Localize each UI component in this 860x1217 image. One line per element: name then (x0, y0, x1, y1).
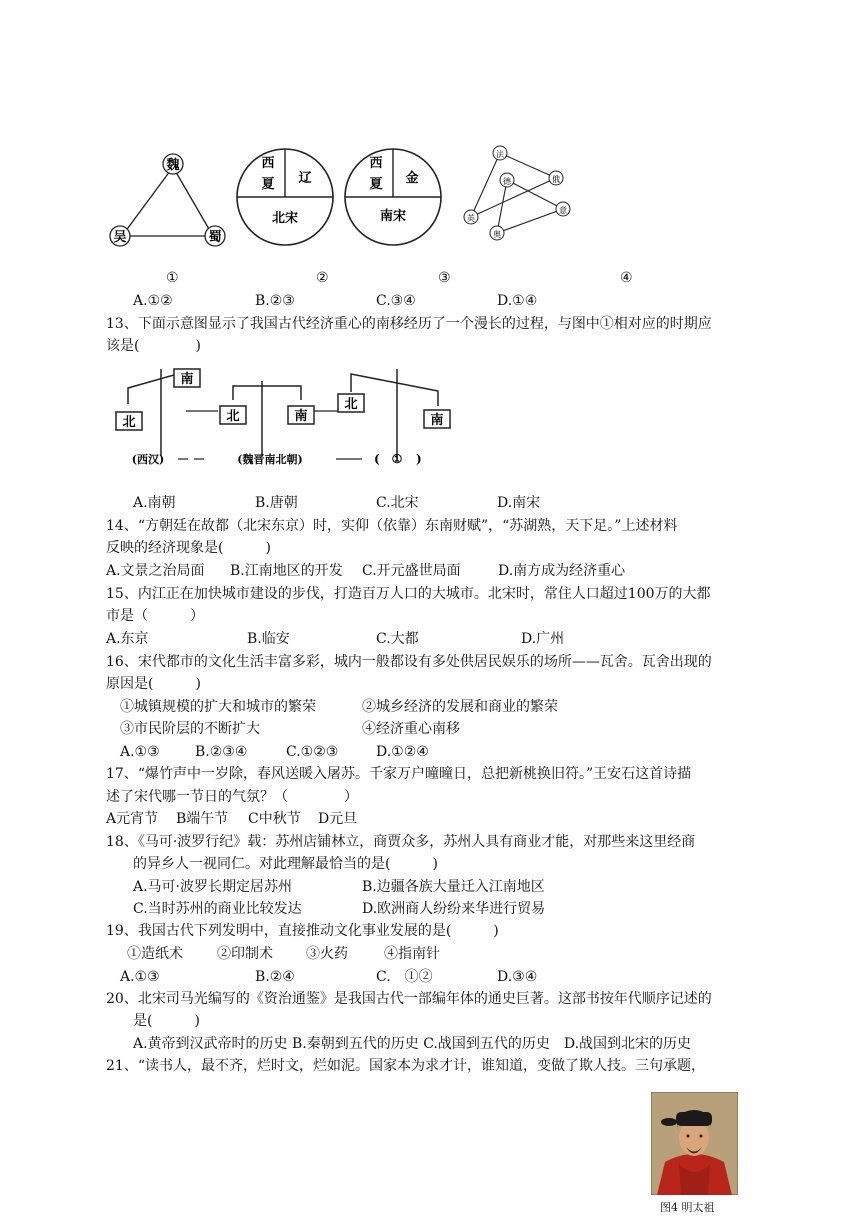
q19-item-1: ①造纸术 (127, 946, 183, 962)
svg-text:夏: 夏 (369, 177, 383, 192)
fig-label-3: ③ (438, 270, 451, 286)
portrait-caption: 图4 明太祖 (660, 1201, 715, 1214)
q19-option-c: C. ①② (376, 969, 433, 985)
fig-label-4: ④ (620, 270, 633, 286)
q15-option-c: C.大都 (376, 631, 419, 647)
q16-item-4: ④经济重心南移 (362, 721, 460, 737)
svg-text:奥: 奥 (493, 230, 501, 239)
q17-option-b: B端午节 (176, 811, 229, 827)
q16-item-2: ②城乡经济的发展和商业的繁荣 (362, 699, 558, 715)
q14-text-1: 14、“方朝廷在故都（北宋东京）时，实仰（依靠）东南财赋”，“苏湖熟，天下足。”上述材料 (106, 518, 678, 534)
q14-option-c: C.开元盛世局面 (362, 563, 461, 579)
q17-option-c: C中秋节 (248, 811, 301, 827)
q16-option-a: A.①③ (120, 744, 160, 760)
q18-text-2: 的异乡人一视同仁。对此理解最恰当的是( ) (133, 856, 438, 872)
svg-text:夏: 夏 (261, 177, 275, 192)
svg-text:法: 法 (496, 150, 504, 159)
svg-text:英: 英 (467, 214, 475, 223)
ming-taizu-portrait (651, 1092, 738, 1195)
q15-option-d: D.广州 (521, 631, 565, 647)
xixia-label-2: 西 (369, 156, 383, 171)
q12-option-b: B.②③ (255, 293, 295, 309)
node-wu: 吴 (113, 230, 127, 245)
southern-song-circle (345, 149, 441, 245)
q18-option-d: D.欧洲商人纷纷来华进行贸易 (362, 901, 546, 917)
q12-option-a: A.①② (133, 293, 173, 309)
svg-text:意: 意 (559, 206, 567, 215)
q19-option-a: A.①③ (120, 969, 160, 985)
period-western-han: (西汉) (131, 453, 165, 466)
economic-shift-diagram (108, 366, 458, 478)
q14-option-d: D.南方成为经济重心 (498, 563, 626, 579)
svg-text:(: ( (374, 452, 380, 466)
q13-text-2: 该是( ) (106, 338, 201, 354)
q13-option-d: D.南宋 (497, 495, 541, 511)
svg-text:俄: 俄 (552, 175, 560, 184)
svg-text:南: 南 (180, 372, 194, 387)
q16-text-2: 原因是( ) (106, 676, 201, 692)
q13-text-1: 13、下面示意图显示了我国古代经济重心的南移经历了一个漫长的过程，与图中①相对应的时期应 (106, 316, 712, 332)
q13-option-b: B.唐朝 (255, 495, 298, 511)
q20-options: A.黄帝到汉武帝时的历史 B.秦朝到五代的历史 C.战国到五代的历史 D.战国到北宋的历史 (133, 1036, 692, 1052)
fig-label-2: ② (316, 270, 329, 286)
q12-option-c: C.③④ (376, 293, 416, 309)
q19-option-b: B.②④ (255, 969, 295, 985)
q19-option-d: D.③④ (497, 969, 538, 985)
q15-text-1: 15、内江正在加快城市建设的步伐，打造百万人口的大城市。北宋时，常住人口超过100万的大都 (106, 586, 711, 602)
q16-item-3: ③市民阶层的不断扩大 (120, 721, 260, 737)
fig-label-1: ① (166, 270, 179, 286)
svg-text:): ) (416, 452, 422, 466)
q17-text-1: 17、“爆竹声中一岁除，春风送暖入屠苏。千家万户曈曈日，总把新桃换旧符。”王安石这首诗描 (106, 766, 692, 782)
q16-item-1: ①城镇规模的扩大和城市的繁荣 (120, 699, 316, 715)
q19-item-4: ④指南针 (384, 946, 440, 962)
beisong-label: 北宋 (271, 211, 299, 226)
period-blank: ① (391, 452, 403, 466)
q19-item-2: ②印制术 (217, 946, 273, 962)
svg-text:德: 德 (503, 177, 511, 186)
q19-text-1: 19、我国古代下列发明中，直接推动文化事业发展的是( ) (106, 923, 499, 939)
svg-text:北: 北 (344, 397, 358, 412)
q13-option-c: C.北宋 (376, 495, 419, 511)
q18-text-1: 18、《马可·波罗行纪》载：苏州店铺林立，商贾众多，苏州人具有商业才能，对那些来这里经商 (106, 834, 696, 850)
jin-label: 金 (405, 171, 419, 186)
nansong-label: 南宋 (379, 209, 407, 224)
q14-option-a: A.文景之治局面 (106, 563, 205, 579)
q16-option-c: C.①②③ (286, 744, 339, 760)
svg-text:北: 北 (122, 415, 136, 430)
period-weijin: (魏晋南北朝) (237, 453, 303, 466)
svg-text:南: 南 (430, 413, 444, 428)
q17-text-2: 述了宋代哪一节日的气氛？（ ） (106, 789, 358, 805)
liao-label: 辽 (298, 171, 312, 186)
q16-text-1: 16、宋代都市的文化生活丰富多彩，城内一般都设有多处供居民娱乐的场所——瓦舍。瓦舍出现的 (106, 654, 712, 670)
q15-option-a: A.东京 (106, 631, 149, 647)
figures-row (100, 140, 600, 255)
q17-option-a: A元宵节 (106, 811, 159, 827)
q14-option-b: B.江南地区的开发 (230, 563, 343, 579)
q17-option-d: D元旦 (318, 811, 358, 827)
q16-option-b: B.②③④ (195, 744, 248, 760)
q13-option-a: A.南朝 (133, 495, 176, 511)
q16-option-d: D.①②④ (376, 744, 429, 760)
node-shu: 蜀 (208, 230, 222, 245)
q15-option-b: B.临安 (247, 631, 290, 647)
q15-text-2: 市是（ ） (106, 608, 204, 624)
alliance-network (464, 146, 570, 240)
q21-text-1: 21、“读书人，最不齐，烂时文，烂如泥。国家本为求才计，谁知道，变做了欺人技。三句承题， (106, 1058, 705, 1074)
q14-text-2: 反映的经济现象是( ) (106, 540, 271, 556)
svg-text:南: 南 (294, 409, 308, 424)
northern-song-circle (237, 149, 333, 245)
q18-option-b: B.边疆各族大量迁入江南地区 (362, 879, 545, 895)
q20-text-2: 是( ) (133, 1013, 200, 1029)
xixia-label-1: 西 (261, 156, 275, 171)
node-wei: 魏 (166, 158, 180, 173)
q18-option-a: A.马可·波罗长期定居苏州 (133, 879, 293, 895)
q18-option-c: C.当时苏州的商业比较发达 (133, 901, 302, 917)
q19-item-3: ③火药 (306, 946, 348, 962)
three-kingdoms-triangle (110, 154, 225, 246)
q12-option-d: D.①④ (497, 293, 538, 309)
svg-text:北: 北 (226, 409, 240, 424)
q20-text-1: 20、北宋司马光编写的《资治通鉴》是我国古代一部编年体的通史巨著。这部书按年代顺序记述的 (106, 991, 712, 1007)
